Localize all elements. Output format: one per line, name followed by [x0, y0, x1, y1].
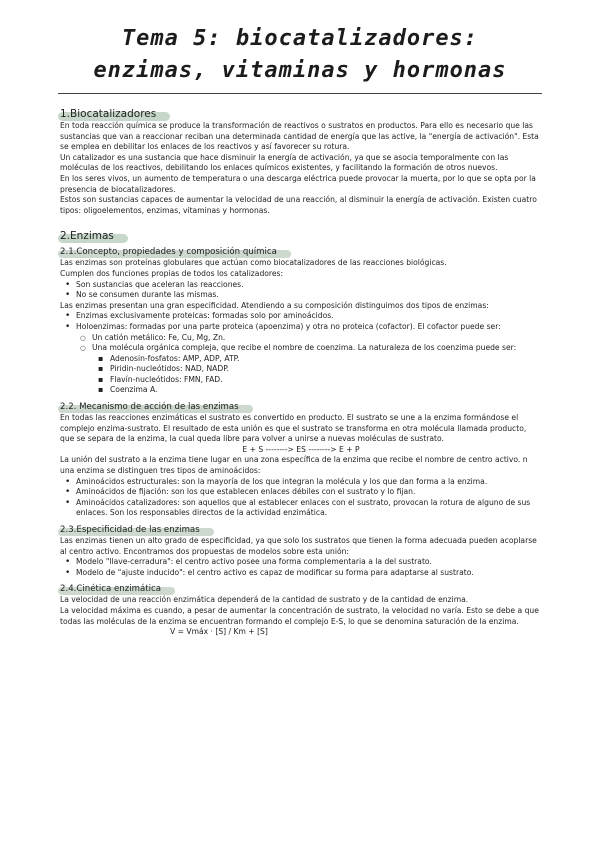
paragraph: En toda reacción química se produce la transformación de reactivos o sustratos en productos. Para ello es necesario que las sustancias que van a reaccionar reciban una determinada cantidad de energía que las active, la "energía de activación". Esta se emplea en debilitar los enlaces de los reactivos y así favorecer su rotura. — [60, 121, 539, 152]
paragraph: En todas las reacciones enzimáticas el sustrato es convertido en producto. El sustrato se une a la enzima formándose el complejo enzima-sustrato. El resultado de esta unión es que el sustrato se transforma en otra molécula llamada producto, que se separa de la enzima, la cual queda libre para volver a unirse a nuevas moléculas de sustrato. — [60, 413, 527, 444]
paragraph: Cumplen dos funciones propias de todos los catalizadores: — [60, 268, 284, 278]
subsection-heading-mecanismo: 2.2. Mecanismo de acción de las enzimas — [60, 402, 239, 413]
list-item: ○ Una molécula orgánica compleja, que recibe el nombre de coenzima. La naturaleza de los coenzima puede ser: — [60, 343, 542, 354]
models-list — [60, 557, 542, 578]
list-item: ▪ Piridin-nucleótidos: NAD, NADP. — [60, 364, 542, 375]
title-divider — [58, 93, 542, 94]
list-item: • Son sustancias que aceleran las reacciones. — [60, 280, 542, 291]
functions-list — [60, 280, 542, 301]
aminoacid-types-list — [60, 477, 542, 519]
list-item: • No se consumen durante las mismas. — [60, 290, 542, 301]
list-item: • Enzimas exclusivamente proteicas: formadas solo por aminoácidos. — [60, 311, 542, 322]
list-item: ▪ Adenosin-fosfatos: AMP, ADP, ATP. — [60, 354, 542, 365]
list-item: • Holoenzimas: formadas por una parte proteica (apoenzima) y otra no proteica (cofactor). El cofactor puede ser: — [60, 322, 542, 333]
list-item: ▪ Flavín-nucleótidos: FMN, FAD. — [60, 375, 542, 386]
paragraph: Las enzimas son proteínas globulares que actúan como biocatalizadores de las reacciones biológicas. — [60, 258, 447, 268]
page-title-line-2: enzimas, vitaminas y hormonas — [93, 58, 507, 83]
paragraph: En los seres vivos, un aumento de temperatura o una descarga eléctrica puede provocar la muerta, por lo que se opta por la presencia de biocatalizadores. — [60, 173, 536, 194]
section-heading-biocatalizadores: 1.Biocatalizadores — [60, 108, 160, 121]
list-item: • Modelo "llave-cerradura": el centro activo posee una forma complementaria a la del sustrato. — [60, 557, 542, 568]
paragraph: Un catalizador es una sustancia que hace disminuir la energía de activación, ya que se asocia temporalmente con las moléculas de los reactivos, debilitando los enlaces químicos existentes, y facilitando la formación de otros nuevos. — [60, 152, 509, 173]
paragraph: La velocidad de una reacción enzimática dependerá de la cantidad de sustrato y de la cantidad de enzima. — [60, 595, 469, 605]
enzyme-types-list — [60, 311, 542, 396]
list-item: • Aminoácidos de fijación: son los que establecen enlaces débiles con el sustrato y lo fijan. — [60, 487, 542, 498]
paragraph — [60, 606, 542, 638]
paragraph-text: La velocidad máxima es cuando, a pesar de aumentar la concentración de sustrato, la velocidad no varía. Esto se debe a que todas las moléculas de la enzima se encuentran formando el complejo E-S, lo que se denomina saturación de la enzima. — [60, 605, 539, 626]
section-heading-enzimas: 2.Enzimas — [60, 230, 118, 243]
list-item: • Aminoácidos catalizadores: son aquellos que al establecer enlaces con el sustrato, provocan la rotura de alguno de sus enlaces. Son los responsables directos de la actividad enzimática. — [60, 498, 542, 519]
subsection-heading-cinetica: 2.4.Cinética enzimática — [60, 584, 161, 595]
subsection-heading-especificidad: 2.3.Especificidad de las enzimas — [60, 525, 200, 536]
subsection-heading-concepto: 2.1.Concepto, propiedades y composición química — [60, 247, 277, 258]
list-item: ▪ Coenzima A. — [60, 385, 542, 396]
list-item: ○ Un catión metálico: Fe, Cu, Mg, Zn. — [60, 333, 542, 344]
michaelis-menten-formula: V = Vmáx · [S] / Km + [S] — [170, 627, 268, 637]
list-item: • Aminoácidos estructurales: son la mayoría de los que integran la molécula y los que dan forma a la enzima. — [60, 477, 542, 488]
paragraph: Estos son sustancias capaces de aumentar la velocidad de una reacción, al disminuir la energía de activación. Existen cuatro tipos: oligoelementos, enzimas, vitaminas y hormonas. — [60, 195, 537, 215]
page-title-line-1: Tema 5: biocatalizadores: — [121, 26, 479, 51]
reaction-equation: E + S --------> ES --------> E + P — [242, 444, 360, 454]
paragraph: Las enzimas presentan una gran especificidad. Atendiendo a su composición distinguimos dos tipos de enzimas: — [60, 300, 489, 310]
document-body — [60, 108, 542, 638]
paragraph: Las enzimas tienen un alto grado de especificidad, ya que solo los sustratos que tienen la forma adecuada pueden acoplarse al centro activo. Encontramos dos propuestas de modelos sobre esta unión: — [60, 536, 537, 556]
paragraph: La unión del sustrato a la enzima tiene lugar en una zona específica de la enzima que recibe el nombre de centro activo. n una enzima se distinguen tres tipos de aminoácidos: — [60, 455, 528, 476]
list-item: • Modelo de "ajuste inducido": el centro activo es capaz de modificar su forma para adaptarse al sustrato. — [60, 568, 542, 579]
